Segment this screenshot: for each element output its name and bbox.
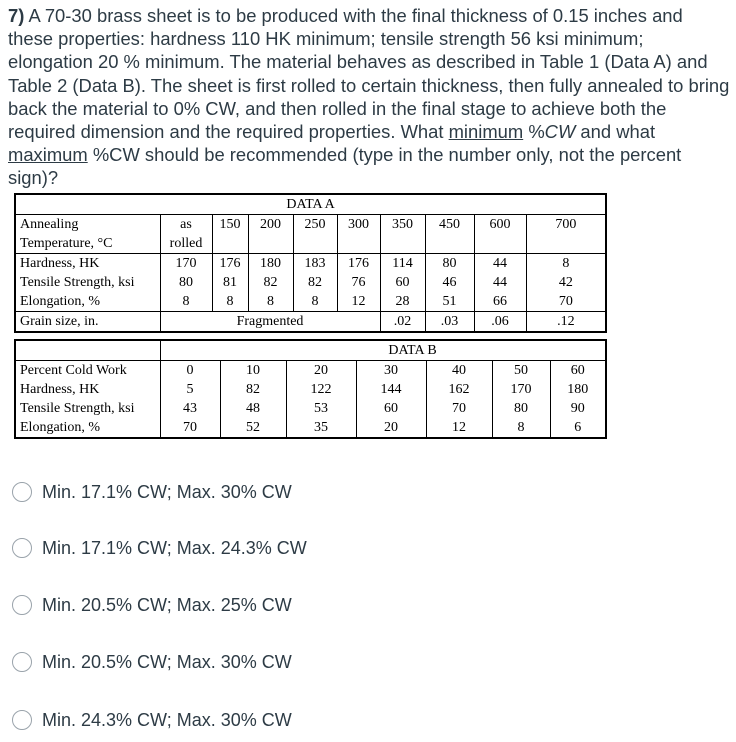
cell: .12 (526, 312, 606, 333)
cell: 8 (160, 292, 212, 312)
question-text (8, 4, 730, 190)
cell: 12 (426, 418, 492, 438)
answer-option-label: Min. 24.3% CW; Max. 30% CW (42, 709, 292, 730)
cell: 82 (248, 273, 293, 292)
cell: 114 (380, 254, 425, 274)
cell: 8 (212, 292, 248, 312)
cell: .03 (425, 312, 474, 333)
cell: 80 (425, 254, 474, 274)
cell: 122 (286, 380, 356, 399)
cell: 40 (426, 361, 492, 381)
cell: 6 (550, 418, 606, 438)
radio-button[interactable] (12, 482, 32, 502)
row-label: Hardness, HK (20, 256, 100, 271)
cell: 48 (220, 399, 286, 418)
cell: 150 (212, 215, 248, 235)
minimum-underlined: minimum (448, 121, 524, 143)
row-label: Temperature, °C (15, 234, 160, 254)
cell: 46 (425, 273, 474, 292)
cell: 250 (293, 215, 337, 235)
cell: 450 (425, 215, 474, 235)
cell: 20 (356, 418, 426, 438)
cell: 60 (550, 361, 606, 381)
cell: 51 (425, 292, 474, 312)
row-label: Elongation, % (20, 294, 101, 309)
cell: 60 (356, 399, 426, 418)
row-label: Annealing (20, 217, 79, 232)
cell: 700 (526, 215, 606, 235)
cell: 76 (337, 273, 380, 292)
cell: 200 (248, 215, 293, 235)
cell: 5 (160, 380, 220, 399)
row-label: Tensile Strength, ksi (20, 275, 135, 290)
cell: 170 (160, 254, 212, 274)
cell: 8 (248, 292, 293, 312)
cell: 28 (380, 292, 425, 312)
data-b-title: DATA B (220, 340, 606, 361)
cell: 300 (337, 215, 380, 235)
fragmented-cell: Fragmented (160, 312, 380, 333)
cell: 70 (426, 399, 492, 418)
cell: 50 (492, 361, 550, 381)
answer-option[interactable] (12, 479, 292, 505)
cell: 70 (160, 418, 220, 438)
answer-option[interactable] (12, 592, 292, 618)
cell: 8 (492, 418, 550, 438)
row-label: Hardness, HK (20, 382, 100, 397)
answer-option[interactable] (12, 649, 292, 675)
answer-option[interactable] (12, 707, 292, 733)
data-a-title: DATA A (15, 194, 606, 215)
question-body-1: A 70-30 brass sheet is to be produced with the final thickness of 0.15 inches and these properties: hardness 110 HK minimum; tensile strength 56 ksi minimum; elongation 20 % minimum. The material behaves as described in Table 1 (Data A) and Table 2 (Data B). The sheet is first rolled to certain thickness, then fully annealed to bring back the material to 0% CW, and then rolled in the final stage to achieve both the required dimension and the required properties. What (8, 5, 730, 143)
cell: 8 (526, 254, 606, 274)
cell: 12 (337, 292, 380, 312)
row-label: Grain size, in. (15, 312, 160, 333)
answer-option-label: Min. 20.5% CW; Max. 25% CW (42, 594, 292, 615)
cell: 60 (380, 273, 425, 292)
cell: 66 (474, 292, 526, 312)
cell: .02 (380, 312, 425, 333)
row-label: Elongation, % (20, 420, 101, 435)
cell: 80 (492, 399, 550, 418)
answer-option-label: Min. 17.1% CW; Max. 30% CW (42, 481, 292, 502)
cell: 82 (220, 380, 286, 399)
data-b-table (14, 339, 607, 439)
cell: 44 (474, 254, 526, 274)
cell: 80 (160, 273, 212, 292)
radio-button[interactable] (12, 710, 32, 730)
cw-pct: % (523, 121, 545, 143)
cell: 176 (337, 254, 380, 274)
cell: 81 (212, 273, 248, 292)
cell: rolled (160, 234, 212, 254)
question-number: 7) (8, 5, 25, 26)
cell: 42 (526, 273, 606, 292)
cell: as (160, 215, 212, 235)
cell: 90 (550, 399, 606, 418)
radio-button[interactable] (12, 538, 32, 558)
answer-option-label: Min. 20.5% CW; Max. 30% CW (42, 651, 292, 672)
cell: 82 (293, 273, 337, 292)
answer-option-label: Min. 17.1% CW; Max. 24.3% CW (42, 537, 307, 558)
cell: 30 (356, 361, 426, 381)
radio-button[interactable] (12, 595, 32, 615)
cell: 10 (220, 361, 286, 381)
data-a-table (14, 193, 607, 333)
cell: 180 (248, 254, 293, 274)
cell: 52 (220, 418, 286, 438)
cell: 70 (526, 292, 606, 312)
cell: 0 (160, 361, 220, 381)
cell: 180 (550, 380, 606, 399)
cell: 44 (474, 273, 526, 292)
cell: 183 (293, 254, 337, 274)
cell: 144 (356, 380, 426, 399)
cell: 170 (492, 380, 550, 399)
cell: .06 (474, 312, 526, 333)
maximum-underlined: maximum (8, 144, 88, 166)
cw-italic: CW (544, 121, 576, 143)
cell: 8 (293, 292, 337, 312)
answer-option[interactable] (12, 535, 307, 561)
cell: 35 (286, 418, 356, 438)
cell: 350 (380, 215, 425, 235)
cell: 176 (212, 254, 248, 274)
cell: 53 (286, 399, 356, 418)
cell: 20 (286, 361, 356, 381)
cell: 162 (426, 380, 492, 399)
radio-button[interactable] (12, 652, 32, 672)
row-label: Tensile Strength, ksi (20, 401, 135, 416)
question-body-3: %CW should be recommended (type in the number only, not the percent sign)? (8, 144, 682, 189)
row-label: Percent Cold Work (20, 363, 127, 378)
cell: 600 (474, 215, 526, 235)
cell: 43 (160, 399, 220, 418)
question-body-2: and what (575, 121, 656, 143)
